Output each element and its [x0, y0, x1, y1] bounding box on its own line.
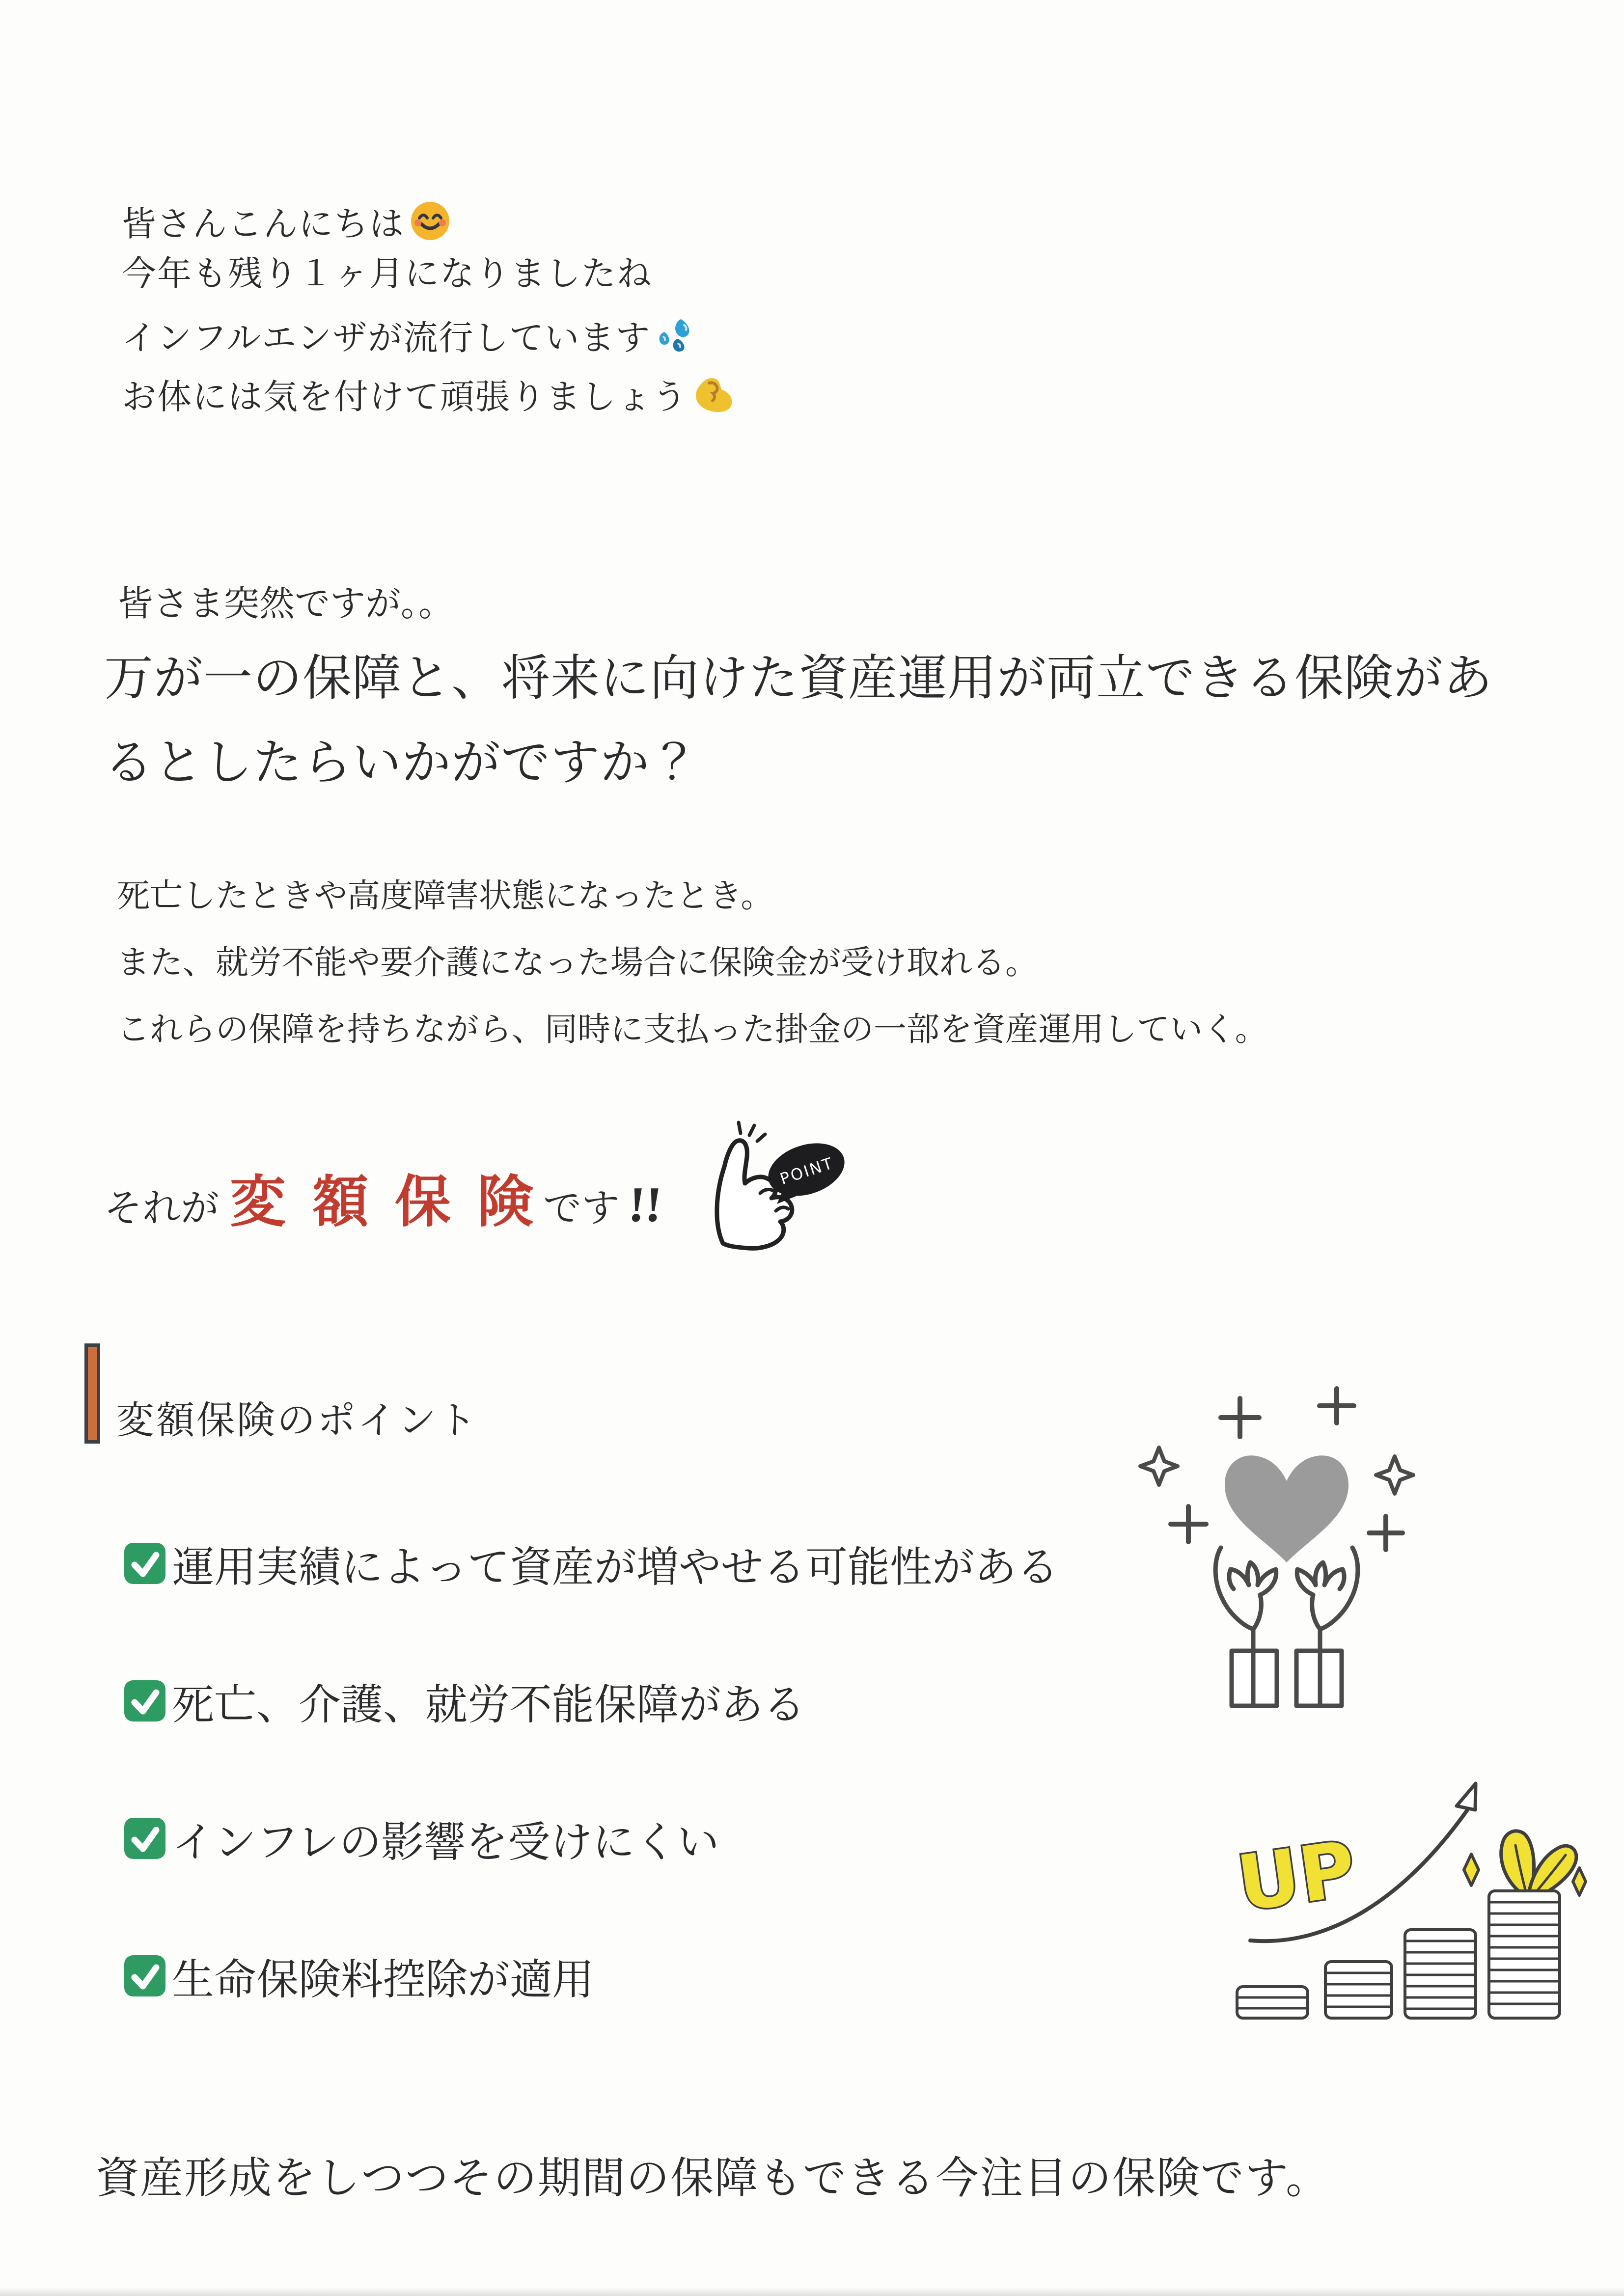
body-line-2: また、就労不能や要介護になった場合に保険金が受け取れる。: [117, 945, 1038, 981]
coin-growth-up-icon: [1228, 1758, 1606, 2033]
headline-line-1: 万が一の保障と、将来に向けた資産運用が両立できる保険があ: [104, 651, 1493, 706]
smiling-face-icon: [410, 200, 451, 242]
sweat-droplets-icon: [656, 316, 695, 355]
section-title: 変額保険のポイント: [116, 1399, 479, 1442]
checklist-item: [123, 1808, 719, 1869]
callout-suffix: です: [543, 1187, 620, 1230]
scan-shadow-edge: [0, 2287, 1624, 2296]
checklist-item: [123, 1670, 805, 1731]
check-icon: [123, 1541, 167, 1585]
section-accent-bar: [84, 1343, 100, 1444]
greeting-line-3: [122, 316, 695, 356]
callout-prefix: それが: [104, 1187, 220, 1230]
point-badge-label: POINT: [777, 1153, 836, 1189]
callout-line: [104, 1171, 664, 1233]
heart-in-hands-icon: [1125, 1375, 1429, 1709]
checklist-item: [123, 1533, 1059, 1594]
greeting-line-1-text: 皆さんこんにちは: [122, 206, 405, 244]
headline-line-2: るとしたらいかがですか？: [104, 736, 699, 790]
body-line-1: 死亡したときや高度障害状態になったとき。: [117, 878, 774, 914]
greeting-line-2: 今年も残り１ヶ月になりましたね: [122, 255, 652, 293]
greeting-line-1: [122, 200, 451, 242]
check-icon: [123, 1679, 167, 1723]
greeting-line-3-text: インフルエンザが流行しています: [122, 320, 651, 357]
check-icon: [123, 1954, 167, 1998]
point-hand-icon: [702, 1120, 864, 1267]
checklist-item-label: 生命保険料控除が適用: [172, 1956, 594, 2003]
callout-highlight: 変額保険: [230, 1171, 560, 1233]
footer-statement: 資産形成をしつつその期間の保障もできる今注目の保険です。: [96, 2155, 1330, 2203]
flexed-biceps-icon: [692, 375, 735, 414]
checklist-item-label: インフレの影響を受けにくい: [172, 1819, 719, 1866]
greeting-line-4: [122, 375, 735, 415]
checklist-item: [123, 1945, 594, 2006]
intro-lead: 皆さま突然ですが。。: [118, 584, 454, 624]
callout-exclamation: !!: [627, 1177, 664, 1232]
greeting-line-4-text: お体には気を付けて頑張りましょう: [122, 379, 688, 416]
check-icon: [123, 1816, 167, 1860]
body-line-3: これらの保障を持ちながら、同時に支払った掛金の一部を資産運用していく。: [117, 1011, 1268, 1048]
up-label: UP: [1232, 1824, 1361, 1929]
checklist-item-label: 死亡、介護、就労不能保障がある: [172, 1681, 805, 1728]
checklist-item-label: 運用実績によって資産が増やせる可能性がある: [172, 1544, 1059, 1591]
